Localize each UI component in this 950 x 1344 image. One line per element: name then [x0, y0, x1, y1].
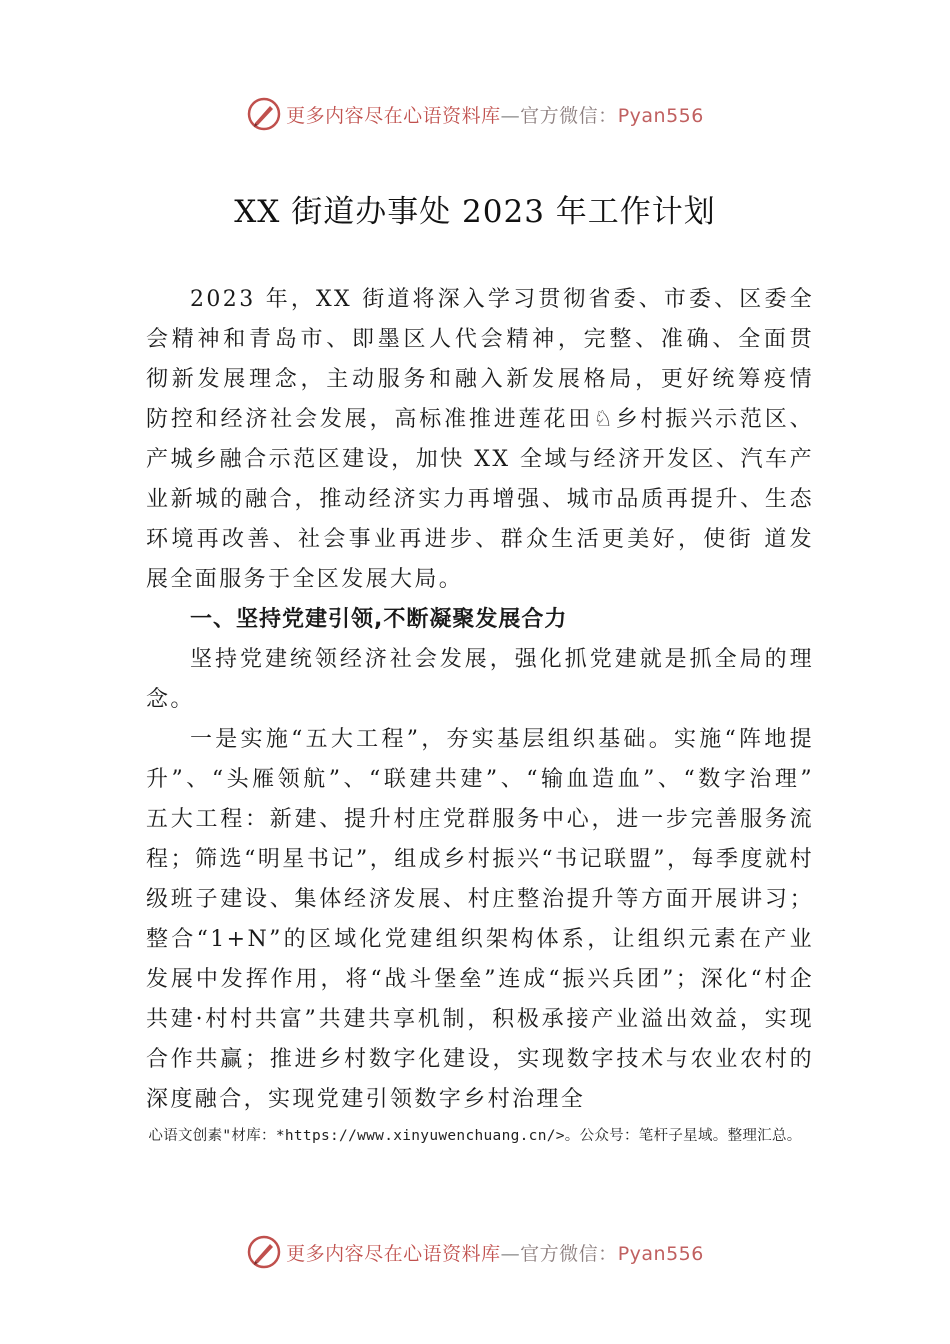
pen-logo-icon: [246, 96, 282, 132]
paragraph-3: 一是实施“五大工程”，夯实基层组织基础。实施“阵地提升”、“头雁领航”、“联建共建”、“输血造血”、“数字治理” 五大工程：新建、提升村庄党群服务中心，进一步完善服务流程；筛选“明星书记”，组成乡村振兴“书记联盟”，每季度就村级班子建设、集体经济发展、村庄整治提升等方面开展讲习；整合“1+N”的区域化党建组织架构体系，让组织元素在产业发展中发挥作用，将“战斗堡垒”连成“振兴兵团”；深化“村企共建·村村共富”共建共享机制，积极承接产业溢出效益，实现合作共赢；推进乡村数字化建设，实现数字技术与农业农村的深度融合，实现党建引领数字乡村治理全: [146, 727, 814, 1112]
document-body: [146, 280, 814, 1120]
section-heading-1: 一、坚持党建引领,不断凝聚发展合力: [190, 607, 568, 632]
watermark-footer: [0, 1232, 950, 1272]
source-footnote: 心语文创素"材库：*https://www.xinyuwenchuang.cn/>。公众号：笔杆子星域。整理汇总。: [148, 1128, 802, 1144]
paragraph-2: 坚持党建统领经济社会发展，强化抓党建就是抓全局的理念。: [146, 647, 814, 712]
paragraph-intro: 2023 年，XX 街道将深入学习贯彻省委、市委、区委全会精神和青岛市、即墨区人代会精神，完整、准确、全面贯 彻新发展理念，主动服务和融入新发展格局，更好统筹疫情 防控和经济社会发展，高标准推进莲花田♘乡村振兴示范区、产城乡融合示范区建设，加快 XX 全域与经济开发区、汽车产业新城的融合，推动经济实力再增强、城市品质再提升、生态环境再改善、社会事业再进步、群众生活更美好，使街 道发展全面服务于全区发展大局。: [146, 287, 814, 592]
watermark-text: 更多内容尽在心语资料库—官方微信：Pyan556: [286, 1242, 704, 1265]
document-title: XX 街道办事处 2023 年工作计划: [234, 194, 716, 230]
watermark-header: [0, 94, 950, 134]
pen-logo-icon: [246, 1234, 282, 1270]
watermark-text: 更多内容尽在心语资料库—官方微信：Pyan556: [286, 104, 704, 127]
